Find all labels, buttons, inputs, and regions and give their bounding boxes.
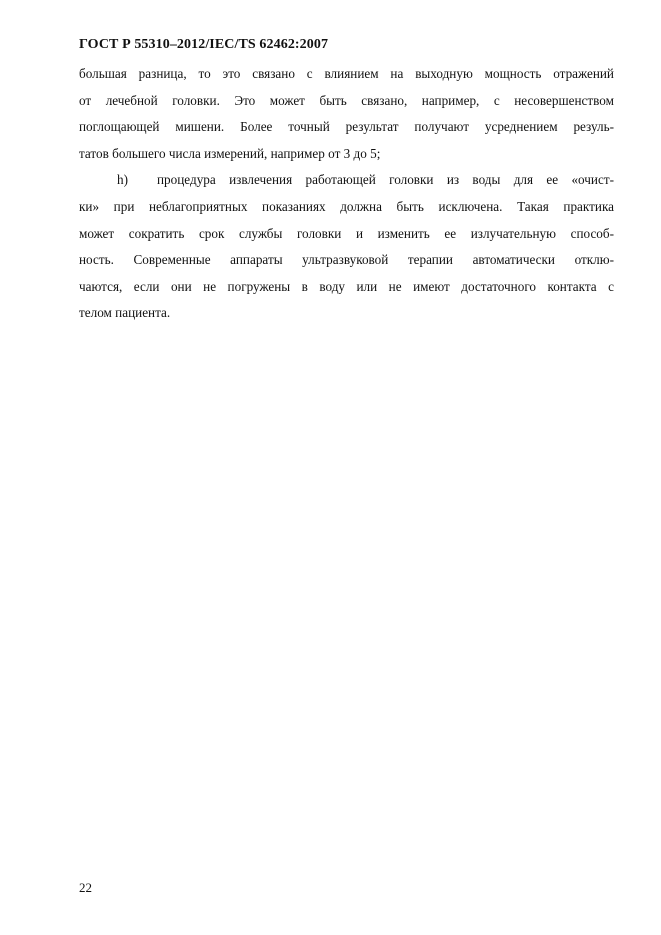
page-number: 22 [79, 880, 92, 895]
text-line: большая разница, то это связано с влиянием на выходную мощность отражений [79, 66, 614, 81]
text-line: телом пациента. [79, 305, 171, 321]
body-text [79, 61, 614, 327]
text-line: от лечебной головки. Это может быть связано, например, с несовершенством [79, 92, 614, 108]
text-line: поглощающей мишени. Более точный результат получают усреднением резуль- [79, 119, 614, 135]
text-line: ки» при неблагоприятных показаниях должна быть исключена. Такая практика [79, 198, 614, 214]
list-item-label: h) [117, 172, 128, 188]
text-line: может сократить срок службы головки и изменить ее излучательную способ- [79, 225, 614, 241]
document-header: ГОСТ Р 55310–2012/IEC/TS 62462:2007 [79, 37, 329, 52]
list-item-h-first-line [79, 167, 614, 194]
text-line: татов большего числа измерений, например от 3 до 5; [79, 145, 381, 161]
text-line: ность. Современные аппараты ультразвуковой терапии автоматически отклю- [79, 252, 614, 268]
list-item-text: процедура извлечения работающей головки из воды для ее «очист- [157, 172, 614, 188]
text-line: чаются, если они не погружены в воду или не имеют достаточного контакта с [79, 278, 614, 294]
